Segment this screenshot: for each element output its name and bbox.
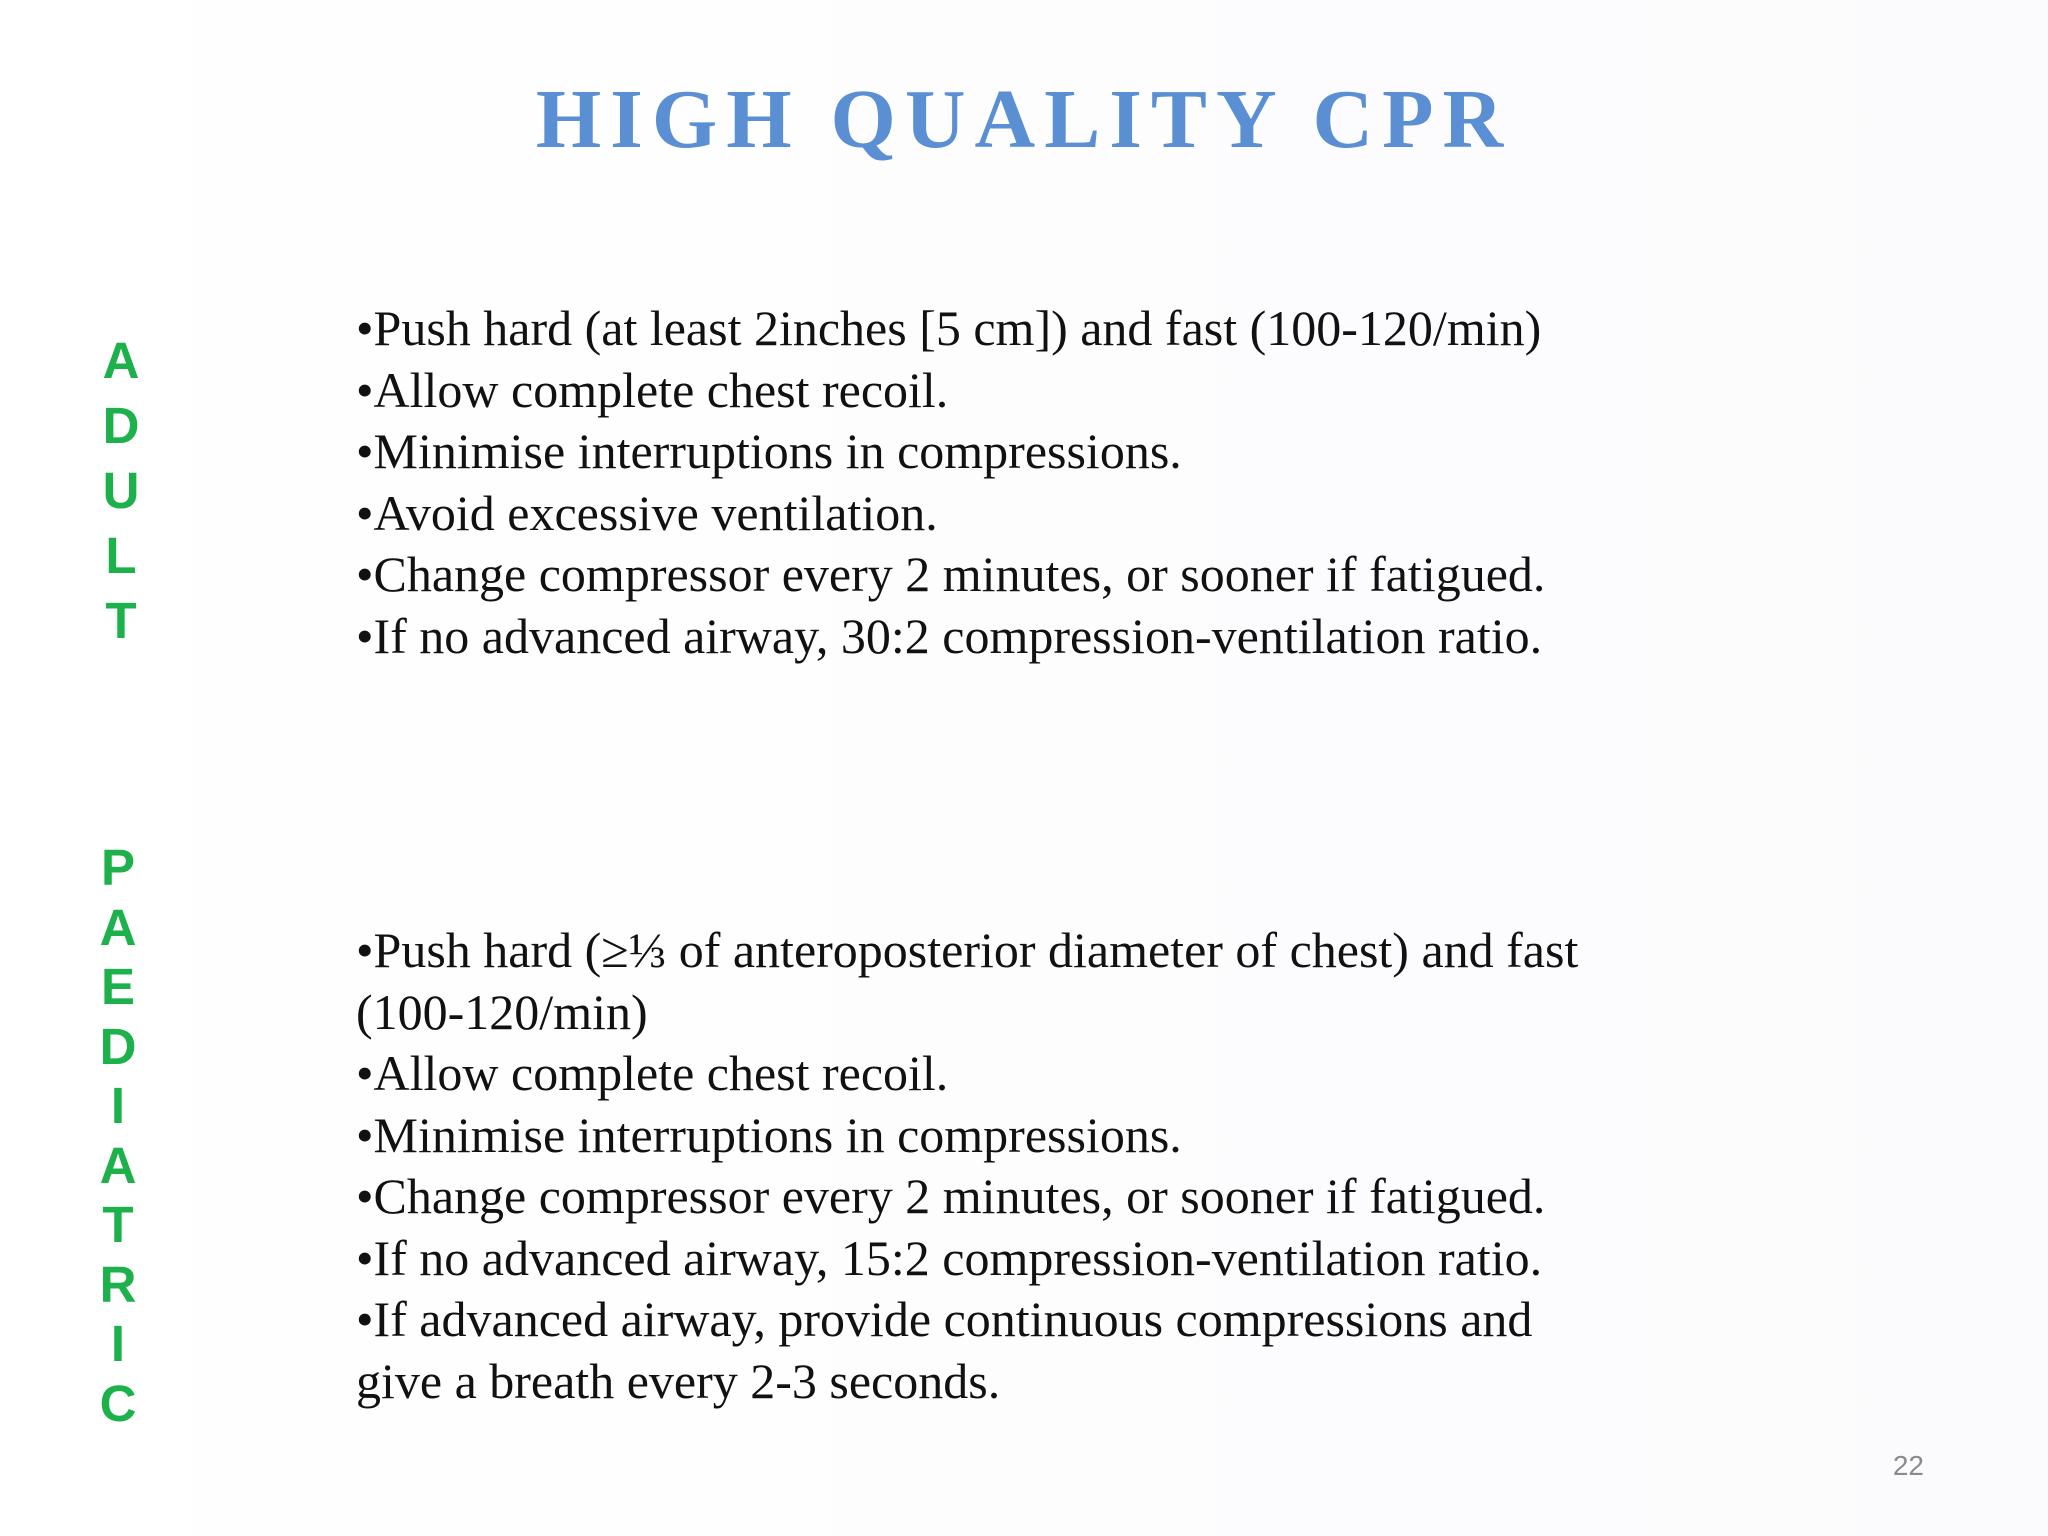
paediatric-bullet-list <box>356 920 1796 1412</box>
label-letter: D <box>99 1017 137 1075</box>
adult-section-label <box>91 328 151 653</box>
bullet-line: •If no advanced airway, 15:2 compression-ventilation ratio. <box>356 1229 1543 1286</box>
label-letter: R <box>99 1255 137 1313</box>
label-letter: A <box>99 898 137 956</box>
slide-title: HIGH QUALITY CPR <box>535 73 1513 166</box>
label-letter: U <box>102 462 140 519</box>
bullet-line: give a breath every 2-3 seconds. <box>356 1352 1001 1409</box>
adult-bullet-list <box>356 298 1796 667</box>
bullet-item: •Push hard (at least 2inches [5 cm]) and fast (100-120/min) <box>356 300 1542 356</box>
bullet-item: •If no advanced airway, 30:2 compression-ventilation ratio. <box>356 607 1543 664</box>
label-letter: I <box>110 1077 126 1134</box>
label-letter: I <box>110 1315 126 1372</box>
bullet-line: •Minimise interruptions in compressions. <box>356 1106 1182 1163</box>
label-letter: L <box>105 527 137 584</box>
bullet-line: •Change compressor every 2 minutes, or sooner if fatigued. <box>356 1168 1546 1224</box>
label-letter: T <box>105 592 137 649</box>
paediatric-section-label <box>88 838 148 1433</box>
label-letter: A <box>99 1136 137 1194</box>
label-letter: P <box>100 839 136 896</box>
bullet-item: •Avoid excessive ventilation. <box>356 484 938 541</box>
label-letter: T <box>102 1196 134 1253</box>
bullet-line: •If advanced airway, provide continuous compressions and <box>356 1291 1533 1347</box>
label-letter: E <box>100 958 136 1015</box>
bullet-item: •Allow complete chest recoil. <box>356 361 949 418</box>
bullet-line: •Allow complete chest recoil. <box>356 1045 949 1101</box>
label-letter: D <box>102 397 140 454</box>
bullet-line: (100-120/min) <box>356 983 648 1040</box>
label-letter: C <box>99 1374 137 1432</box>
label-letter: A <box>102 332 140 389</box>
slide-number: 22 <box>1892 1450 1924 1481</box>
bullet-line: •Push hard (≥⅓ of anteroposterior diameter of chest) and fast <box>356 922 1579 978</box>
bullet-item: •Change compressor every 2 minutes, or sooner if fatigued. <box>356 546 1546 602</box>
bullet-item: •Minimise interruptions in compressions. <box>356 423 1182 479</box>
